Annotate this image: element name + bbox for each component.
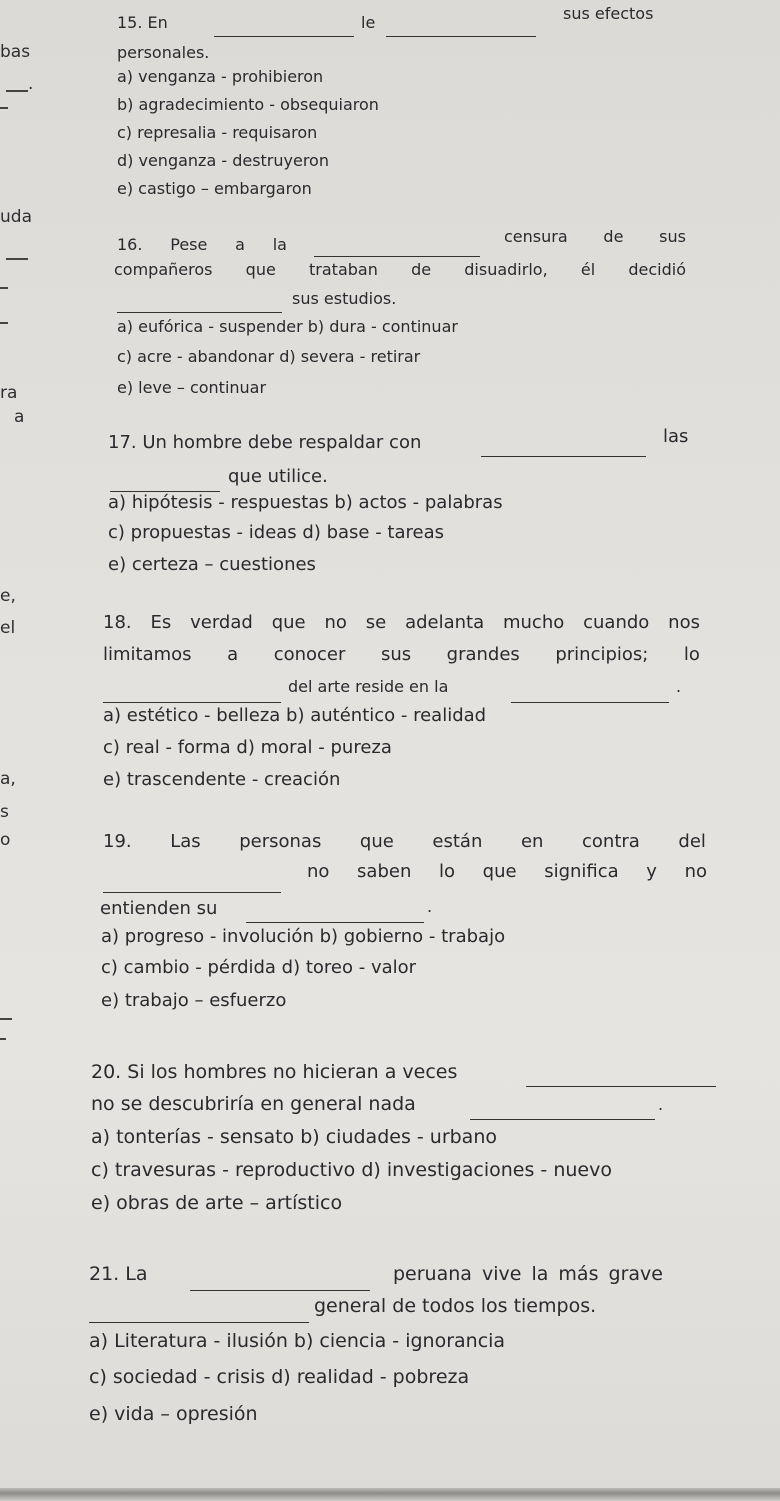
question-text: .	[676, 677, 682, 696]
question-text: las	[663, 426, 689, 447]
option: b) agradecimiento - obsequiaron	[117, 95, 379, 114]
question-text: 17. Un hombre debe respaldar con	[108, 432, 422, 453]
question-word: nos	[668, 612, 700, 633]
question-text: entienden su	[100, 898, 218, 919]
page-bottom-edge	[0, 1488, 780, 1501]
option: c) real - forma d) moral - pureza	[103, 737, 392, 758]
question-word: censura	[504, 227, 568, 246]
option: c) cambio - pérdida d) toreo - valor	[101, 957, 417, 978]
question-word: cuando	[583, 612, 650, 633]
answer-blank[interactable]	[386, 22, 536, 37]
answer-blank[interactable]	[110, 477, 220, 492]
margin-line	[0, 1018, 12, 1020]
margin-fragment: ra	[0, 383, 18, 403]
question-number: 15. En	[117, 13, 168, 32]
question-word: se	[365, 612, 387, 633]
answer-blank[interactable]	[481, 442, 646, 457]
question-word: contra	[582, 831, 640, 852]
question-word: en	[520, 831, 544, 852]
option: a) venganza - prohibieron	[117, 67, 324, 86]
question-word: saben	[357, 861, 412, 882]
question-word: a	[235, 235, 245, 254]
option: e) vida – opresión	[89, 1403, 258, 1425]
question-word: la	[272, 235, 287, 254]
answer-blank[interactable]	[103, 878, 281, 893]
question-word: están	[432, 831, 483, 852]
question-word: decidió	[628, 260, 686, 279]
question-text: 20. Si los hombres no hicieran a veces	[91, 1061, 458, 1083]
option: a) tonterías - sensato b) ciudades - urbano	[91, 1126, 497, 1148]
question-text: le	[361, 13, 376, 32]
margin-fragment: e,	[0, 586, 16, 606]
question-word: no	[307, 861, 330, 882]
option: a) hipótesis - respuestas b) actos - palabras	[108, 492, 503, 513]
answer-blank[interactable]	[314, 242, 480, 257]
question-text: peruana vive la más grave	[393, 1263, 663, 1285]
question-word: del	[678, 831, 706, 852]
margin-fragment: a,	[0, 769, 16, 789]
option: c) represalia - requisaron	[117, 123, 318, 142]
option: a) estético - belleza b) auténtico - realidad	[103, 705, 487, 726]
option: e) obras de arte – artístico	[91, 1192, 343, 1214]
question-word: personas	[239, 831, 322, 852]
question-text: que utilice.	[228, 466, 328, 487]
margin-line	[6, 258, 28, 260]
question-word: disuadirlo,	[464, 260, 548, 279]
question-word: conocer	[273, 644, 346, 665]
margin-line	[0, 107, 8, 109]
question-word: de	[603, 227, 624, 246]
answer-blank[interactable]	[511, 688, 669, 703]
option: c) travesuras - reproductivo d) investigaciones - nuevo	[91, 1159, 612, 1181]
question-text: sus estudios.	[292, 289, 397, 308]
option: a) progreso - involución b) gobierno - trabajo	[101, 926, 506, 947]
answer-blank[interactable]	[526, 1072, 716, 1087]
question-word: 18.	[103, 612, 132, 633]
option: e) castigo – embargaron	[117, 179, 312, 198]
question-text: 21. La	[89, 1263, 148, 1285]
question-text: no se descubriría en general nada	[91, 1093, 416, 1115]
option: a) Literatura - ilusión b) ciencia - ignorancia	[89, 1330, 506, 1352]
question-word: significa	[544, 861, 619, 882]
option: e) leve – continuar	[117, 378, 267, 397]
question-word: lo	[683, 644, 700, 665]
question-word: sus	[659, 227, 686, 246]
question-word: principios;	[555, 644, 649, 665]
option: c) sociedad - crisis d) realidad - pobreza	[89, 1366, 470, 1388]
question-word: Pese	[170, 235, 208, 254]
answer-blank[interactable]	[103, 688, 281, 703]
question-text: personales.	[117, 43, 210, 62]
answer-blank[interactable]	[89, 1308, 309, 1323]
question-word: no	[684, 861, 707, 882]
question-word: que	[359, 831, 394, 852]
margin-line	[0, 322, 8, 324]
question-word: sus	[380, 644, 412, 665]
question-word: 16.	[117, 235, 143, 254]
answer-blank[interactable]	[117, 298, 282, 313]
question-word: no	[324, 612, 347, 633]
question-word: que	[482, 861, 517, 882]
margin-fragment: .	[28, 74, 34, 94]
question-text: del arte reside en la	[288, 677, 449, 696]
question-text: sus efectos	[563, 4, 654, 23]
option: c) propuestas - ideas d) base - tareas	[108, 522, 444, 543]
question-word: que	[245, 260, 276, 279]
question-text: .	[658, 1095, 664, 1114]
margin-fragment: uda	[0, 207, 32, 227]
margin-fragment: s	[0, 802, 9, 822]
option: a) eufórica - suspender b) dura - continuar	[117, 317, 458, 336]
answer-blank[interactable]	[470, 1105, 655, 1120]
margin-fragment: o	[0, 830, 11, 850]
option: e) trascendente - creación	[103, 769, 341, 790]
answer-blank[interactable]	[246, 908, 424, 923]
question-word: 19.	[103, 831, 132, 852]
question-word: trataban	[309, 260, 378, 279]
margin-fragment: el	[0, 618, 16, 638]
question-word: de	[411, 260, 432, 279]
answer-blank[interactable]	[214, 22, 354, 37]
margin-fragment: bas	[0, 42, 31, 62]
question-text: general de todos los tiempos.	[314, 1295, 597, 1317]
margin-fragment: a	[14, 407, 25, 427]
question-word: Es	[150, 612, 172, 633]
question-word: limitamos	[103, 644, 192, 665]
question-word: mucho	[502, 612, 565, 633]
question-word: grandes	[446, 644, 520, 665]
question-word: que	[271, 612, 306, 633]
question-text: .	[427, 897, 433, 916]
option: d) venganza - destruyeron	[117, 151, 329, 170]
margin-line	[0, 1038, 6, 1040]
question-word: lo	[439, 861, 456, 882]
question-word: Las	[170, 831, 201, 852]
option: e) certeza – cuestiones	[108, 554, 316, 575]
question-word: adelanta	[405, 612, 485, 633]
option: e) trabajo – esfuerzo	[101, 990, 287, 1011]
question-word: a	[227, 644, 239, 665]
margin-line	[6, 90, 28, 92]
question-word: él	[580, 260, 596, 279]
question-word: verdad	[190, 612, 253, 633]
option: c) acre - abandonar d) severa - retirar	[117, 347, 421, 366]
question-word: y	[646, 861, 657, 882]
margin-line	[0, 287, 8, 289]
question-word: compañeros	[114, 260, 213, 279]
answer-blank[interactable]	[190, 1276, 370, 1291]
